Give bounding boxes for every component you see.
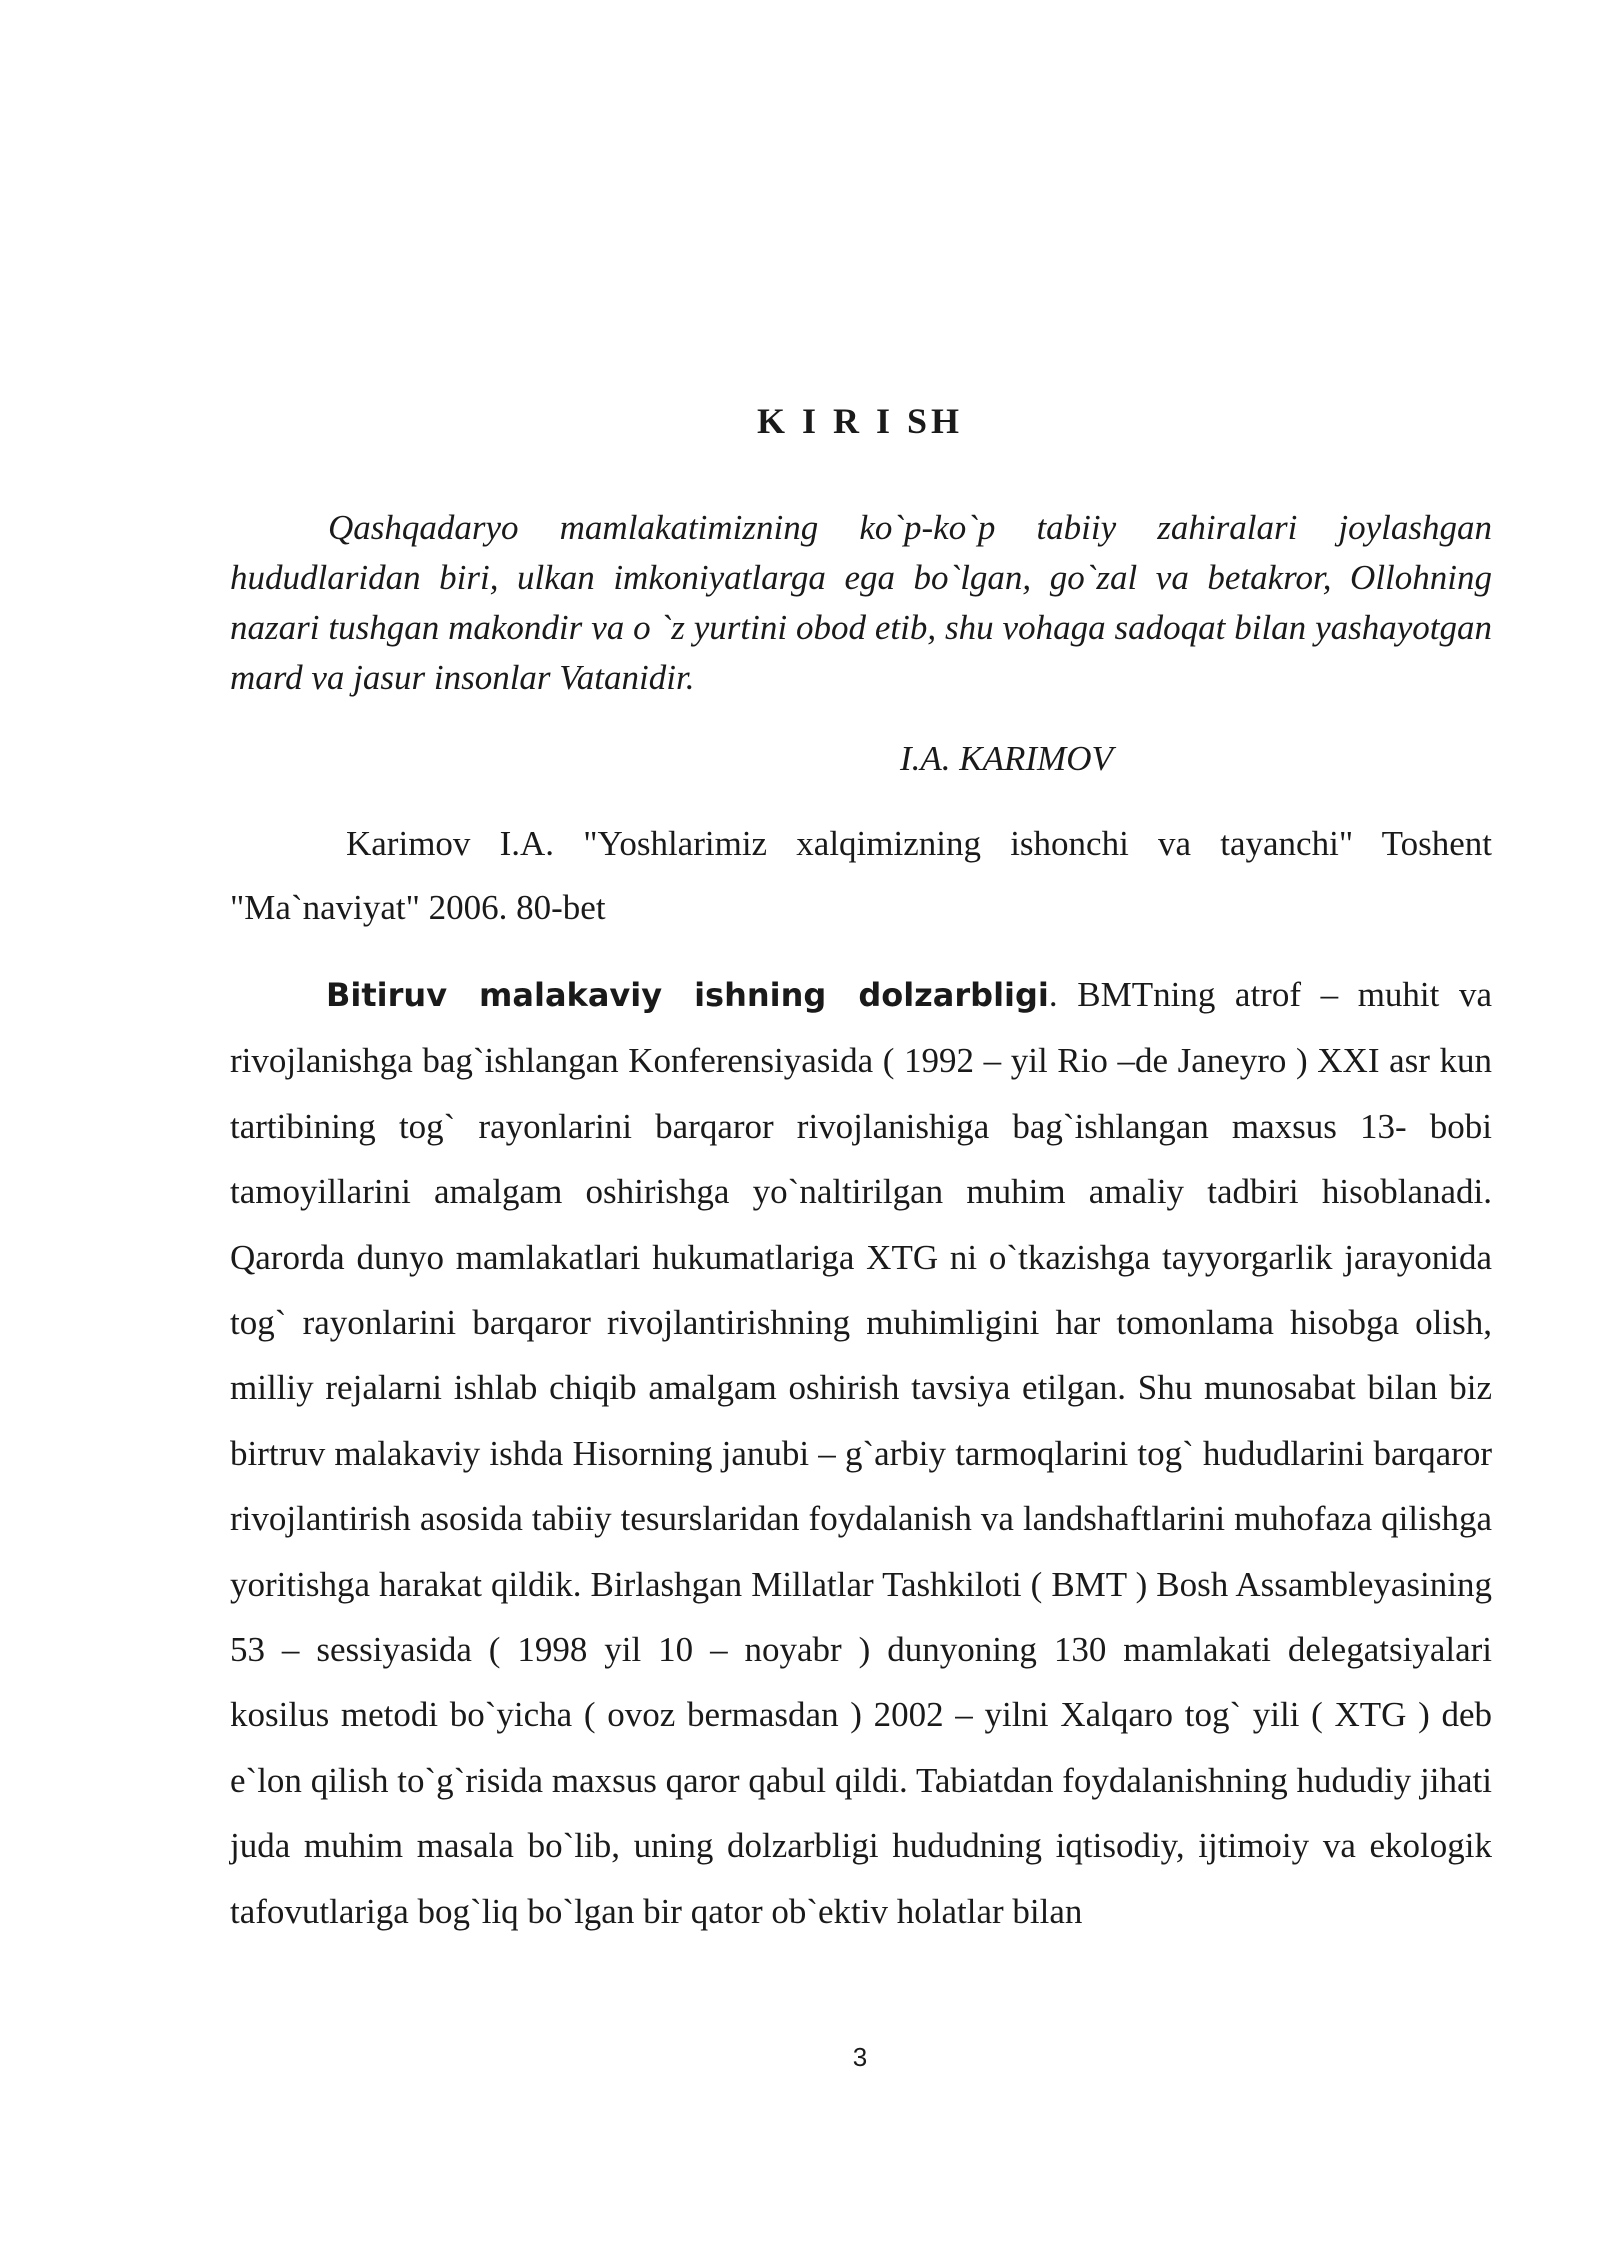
epigraph-author: I.A. KARIMOV <box>900 739 1113 778</box>
epigraph-text: Qashqadaryo mamlakatimizning ko`p-ko`p tabiiy zahiralari joylashgan hududlaridan biri, ulkan imkoniyatlarga ega bo`lgan, go`zal va betakror, Ollohning nazari tushgan makondir va o `z yurtini obod etib, shu vohaga sadoqat bilan yashayotgan mard va jasur insonlar Vatanidir. <box>230 508 1492 697</box>
page-title: K I R I SH <box>756 401 964 441</box>
page-number: 3 <box>852 2042 868 2072</box>
body-text: . BMTning atrof – muhit va rivojlanishga bag`ishlangan Konferensiyasida ( 1992 – yil Rio –de Janeyro ) XXI asr kun tartibining tog` rayonlarini barqaror rivojlanishiga bag`ishlangan maxsus 13- bobi tamoyillarini amalgam oshirishga yo`naltirilgan muhim amaliy tadbiri hisoblanadi. Qarorda dunyo mamlakatlari hukumatlariga XTG ni o`tkazishga tayyorgarlik jarayonida tog` rayonlarini barqaror rivojlantirishning muhimligini har tomonlama hisobga olish, milliy rejalarni ishlab chiqib amalgam oshirish tavsiya etilgan. Shu munosabat bilan biz birtruv malakaviy ishda Hisorning janubi – g`arbiy tarmoqlarini tog` hududlarini barqaror rivojlantirish asosida tabiiy tesurslaridan foydalanish va landshaftlarini muhofaza qilishga yoritishga harakat qildik. Birlashgan Millatlar Tashkiloti ( BMT ) Bosh Assambleyasining 53 – sessiyasida ( 1998 yil 10 – noyabr ) dunyoning 130 mamlakati delegatsiyalari kosilus metodi bo`yicha ( ovoz bermasdan ) 2002 – yilni Xalqaro tog` yili ( XTG ) deb e`lon qilish to`g`risida maxsus qaror qabul qildi. Tabiatdan foydalanishning hududiy jihati juda muhim masala bo`lib, uning dolzarbligi hududning iqtisodiy, ijtimoiy va ekologik tafovutlariga bog`liq bo`lgan bir qator ob`ektiv holatlar bilan <box>230 975 1492 1931</box>
body-paragraph <box>230 962 1492 1944</box>
citation: Karimov I.A. "Yoshlarimiz xalqimizning ishonchi va tayanchi" Toshent "Ma`naviyat" 2006. 80-bet <box>230 824 1492 927</box>
lead-phrase: Bitiruv malakaviy ishning dolzarbligi <box>326 976 1049 1014</box>
